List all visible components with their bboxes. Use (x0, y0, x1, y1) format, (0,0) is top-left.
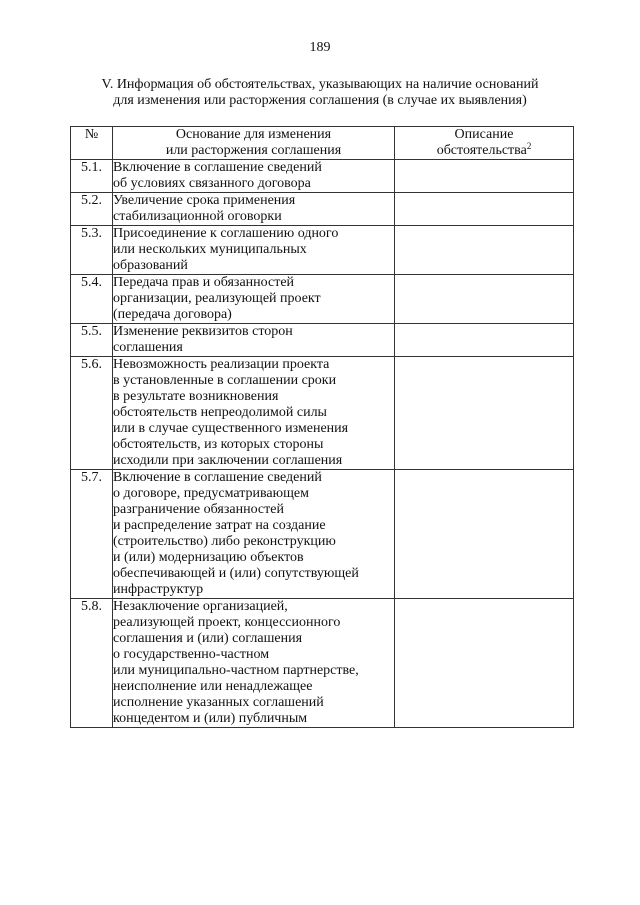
row-reason: Передача прав и обязанностей организации, реализующей проект (передача договора) (113, 275, 395, 324)
header-description (395, 127, 574, 160)
table-row (71, 160, 574, 193)
section-title-line-1: V. Информация об обстоятельствах, указывающих на наличие оснований (101, 77, 539, 92)
row-number: 5.1. (71, 160, 113, 193)
row-reason: Изменение реквизитов сторон соглашения (113, 324, 395, 357)
row-number: 5.7. (71, 470, 113, 599)
row-reason: Включение в соглашение сведений о договоре, предусматривающем разграничение обязанностей и распределение затрат на создание (строительство) либо реконструкцию и (или) модернизацию объектов обеспечивающей и (или) сопутствующей инфраструктур (113, 470, 395, 599)
row-reason: Включение в соглашение сведений об условиях связанного договора (113, 160, 395, 193)
row-reason: Присоединение к соглашению одного или нескольких муниципальных образований (113, 226, 395, 275)
table-row (71, 599, 574, 728)
row-number: 5.4. (71, 275, 113, 324)
row-number: 5.2. (71, 193, 113, 226)
table-row (71, 226, 574, 275)
row-description (395, 275, 574, 324)
row-reason: Невозможность реализации проекта в установленные в соглашении сроки в результате возникновения обстоятельств непреодолимой силы или в случае существенного изменения обстоятельств, из которых стороны исходили при заключении соглашения (113, 357, 395, 470)
row-description (395, 357, 574, 470)
grounds-table (70, 126, 574, 728)
section-title-line-2: для изменения или расторжения соглашения (в случае их выявления) (113, 93, 527, 108)
row-reason: Незаключение организацией, реализующей проект, концессионного соглашения и (или) соглашения о государственно-частном или муниципально-частном партнерстве, неисполнение или ненадлежащее исполнение указанных соглашений концедентом и (или) публичным (113, 599, 395, 728)
header-reason (113, 127, 395, 160)
row-reason: Увеличение срока применения стабилизационной оговорки (113, 193, 395, 226)
page-number: 189 (309, 40, 331, 55)
header-reason-label: Основание для изменения или расторжения соглашения (165, 127, 342, 158)
row-number: 5.3. (71, 226, 113, 275)
row-description (395, 193, 574, 226)
table-row (71, 470, 574, 599)
row-description (395, 599, 574, 728)
footnote-marker: 2 (526, 141, 532, 151)
header-description-label: Описание обстоятельства (436, 127, 527, 158)
row-description (395, 226, 574, 275)
row-number: 5.5. (71, 324, 113, 357)
table-header-row (71, 127, 574, 160)
section-title (60, 77, 580, 109)
header-number: № (71, 127, 113, 160)
table-row (71, 357, 574, 470)
row-number: 5.6. (71, 357, 113, 470)
row-description (395, 470, 574, 599)
row-description (395, 160, 574, 193)
table-row (71, 324, 574, 357)
row-description (395, 324, 574, 357)
row-number: 5.8. (71, 599, 113, 728)
table-row (71, 193, 574, 226)
table-row (71, 275, 574, 324)
